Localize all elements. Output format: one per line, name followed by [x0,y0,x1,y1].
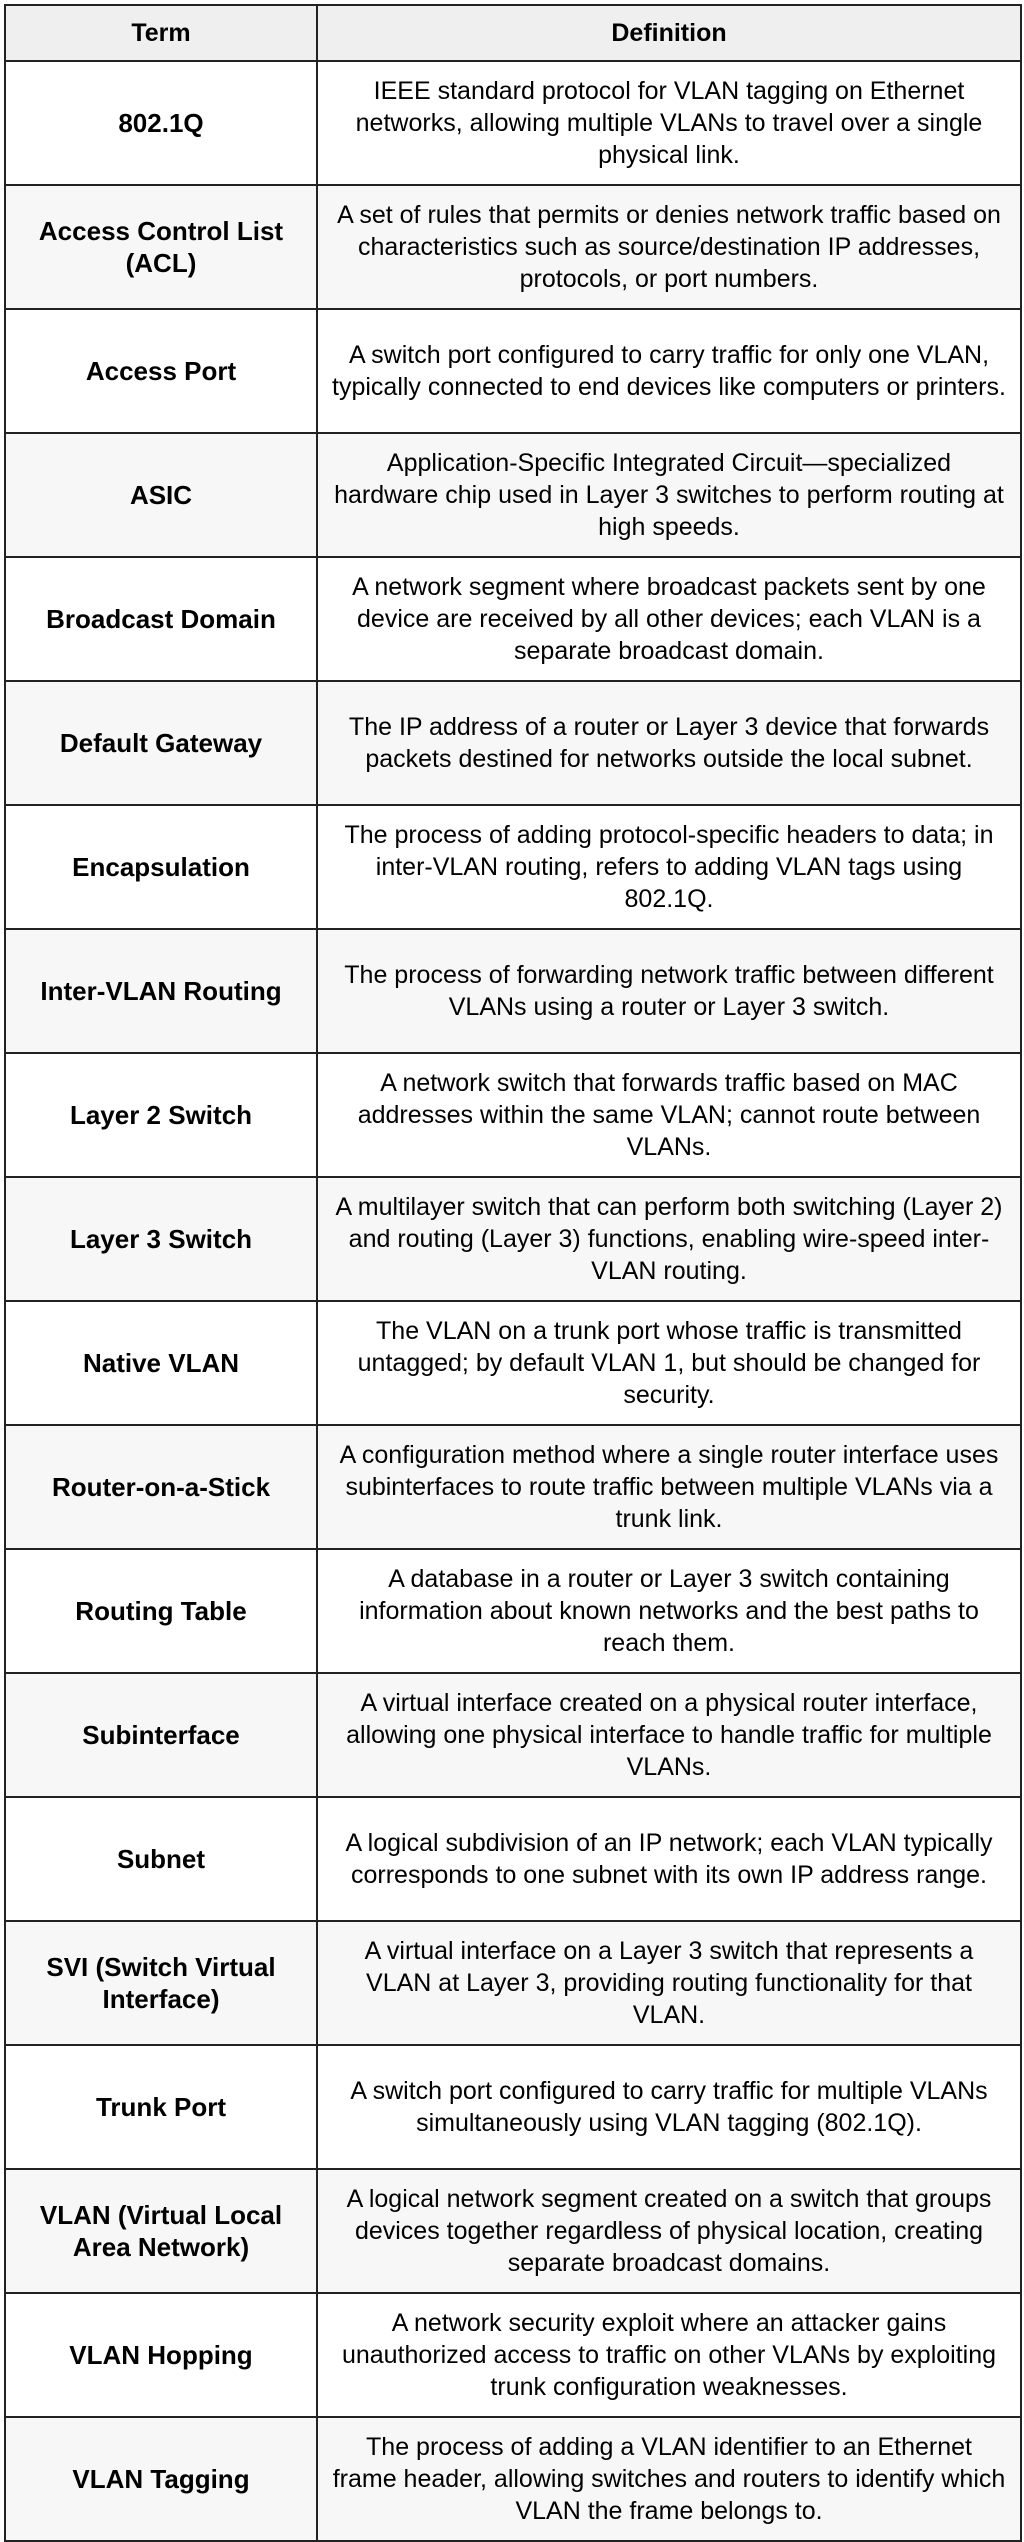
table-row [5,1921,1021,2045]
glossary-table [4,4,1022,2542]
definition-cell: A virtual interface on a Layer 3 switch that represents a VLAN at Layer 3, providing routing functionality for that VLAN. [317,1921,1021,2045]
term-cell: VLAN (Virtual Local Area Network) [5,2169,317,2293]
table-row [5,1177,1021,1301]
definition-cell: A configuration method where a single router interface uses subinterfaces to route traffic between multiple VLANs via a trunk link. [317,1425,1021,1549]
term-cell: Routing Table [5,1549,317,1673]
definition-cell: A network switch that forwards traffic based on MAC addresses within the same VLAN; cannot route between VLANs. [317,1053,1021,1177]
header-row [5,5,1021,61]
term-cell: Broadcast Domain [5,557,317,681]
table-row [5,1053,1021,1177]
term-cell: Router-on-a-Stick [5,1425,317,1549]
term-cell: Subnet [5,1797,317,1921]
table-row [5,2169,1021,2293]
definition-cell: A switch port configured to carry traffic for only one VLAN, typically connected to end devices like computers or printers. [317,309,1021,433]
table-row [5,2293,1021,2417]
table-row [5,185,1021,309]
term-cell: Default Gateway [5,681,317,805]
definition-cell: A logical network segment created on a switch that groups devices together regardless of physical location, creating separate broadcast domains. [317,2169,1021,2293]
table-row [5,557,1021,681]
table-row [5,433,1021,557]
term-cell: Trunk Port [5,2045,317,2169]
table-row [5,2045,1021,2169]
term-column-header: Term [5,5,317,61]
table-header [5,5,1021,61]
definition-cell: A virtual interface created on a physical router interface, allowing one physical interface to handle traffic for multiple VLANs. [317,1673,1021,1797]
term-cell: Layer 3 Switch [5,1177,317,1301]
term-cell: Access Control List (ACL) [5,185,317,309]
definition-cell: A multilayer switch that can perform both switching (Layer 2) and routing (Layer 3) functions, enabling wire-speed inter-VLAN routing. [317,1177,1021,1301]
term-cell: ASIC [5,433,317,557]
definition-column-header: Definition [317,5,1021,61]
definition-cell: Application-Specific Integrated Circuit—specialized hardware chip used in Layer 3 switches to perform routing at high speeds. [317,433,1021,557]
term-cell: Native VLAN [5,1301,317,1425]
table-body [5,61,1021,2541]
table-row [5,1425,1021,1549]
table-row [5,681,1021,805]
term-cell: Inter-VLAN Routing [5,929,317,1053]
definition-cell: A switch port configured to carry traffic for multiple VLANs simultaneously using VLAN tagging (802.1Q). [317,2045,1021,2169]
definition-cell: A database in a router or Layer 3 switch containing information about known networks and the best paths to reach them. [317,1549,1021,1673]
term-cell: VLAN Tagging [5,2417,317,2541]
table-row [5,1301,1021,1425]
term-cell: Subinterface [5,1673,317,1797]
term-cell: VLAN Hopping [5,2293,317,2417]
definition-cell: IEEE standard protocol for VLAN tagging on Ethernet networks, allowing multiple VLANs to travel over a single physical link. [317,61,1021,185]
table-row [5,2417,1021,2541]
definition-cell: The IP address of a router or Layer 3 device that forwards packets destined for networks outside the local subnet. [317,681,1021,805]
term-cell: SVI (Switch Virtual Interface) [5,1921,317,2045]
table-row [5,805,1021,929]
definition-cell: A network security exploit where an attacker gains unauthorized access to traffic on other VLANs by exploiting trunk configuration weaknesses. [317,2293,1021,2417]
definition-cell: A set of rules that permits or denies network traffic based on characteristics such as source/destination IP addresses, protocols, or port numbers. [317,185,1021,309]
definition-cell: A network segment where broadcast packets sent by one device are received by all other devices; each VLAN is a separate broadcast domain. [317,557,1021,681]
definition-cell: A logical subdivision of an IP network; each VLAN typically corresponds to one subnet with its own IP address range. [317,1797,1021,1921]
table-row [5,61,1021,185]
table-row [5,1549,1021,1673]
table-row [5,309,1021,433]
definition-cell: The process of adding protocol-specific headers to data; in inter-VLAN routing, refers to adding VLAN tags using 802.1Q. [317,805,1021,929]
definition-cell: The process of adding a VLAN identifier to an Ethernet frame header, allowing switches and routers to identify which VLAN the frame belongs to. [317,2417,1021,2541]
term-cell: 802.1Q [5,61,317,185]
definition-cell: The process of forwarding network traffic between different VLANs using a router or Layer 3 switch. [317,929,1021,1053]
term-cell: Encapsulation [5,805,317,929]
table-row [5,1797,1021,1921]
table-row [5,929,1021,1053]
term-cell: Access Port [5,309,317,433]
definition-cell: The VLAN on a trunk port whose traffic is transmitted untagged; by default VLAN 1, but should be changed for security. [317,1301,1021,1425]
term-cell: Layer 2 Switch [5,1053,317,1177]
table-row [5,1673,1021,1797]
